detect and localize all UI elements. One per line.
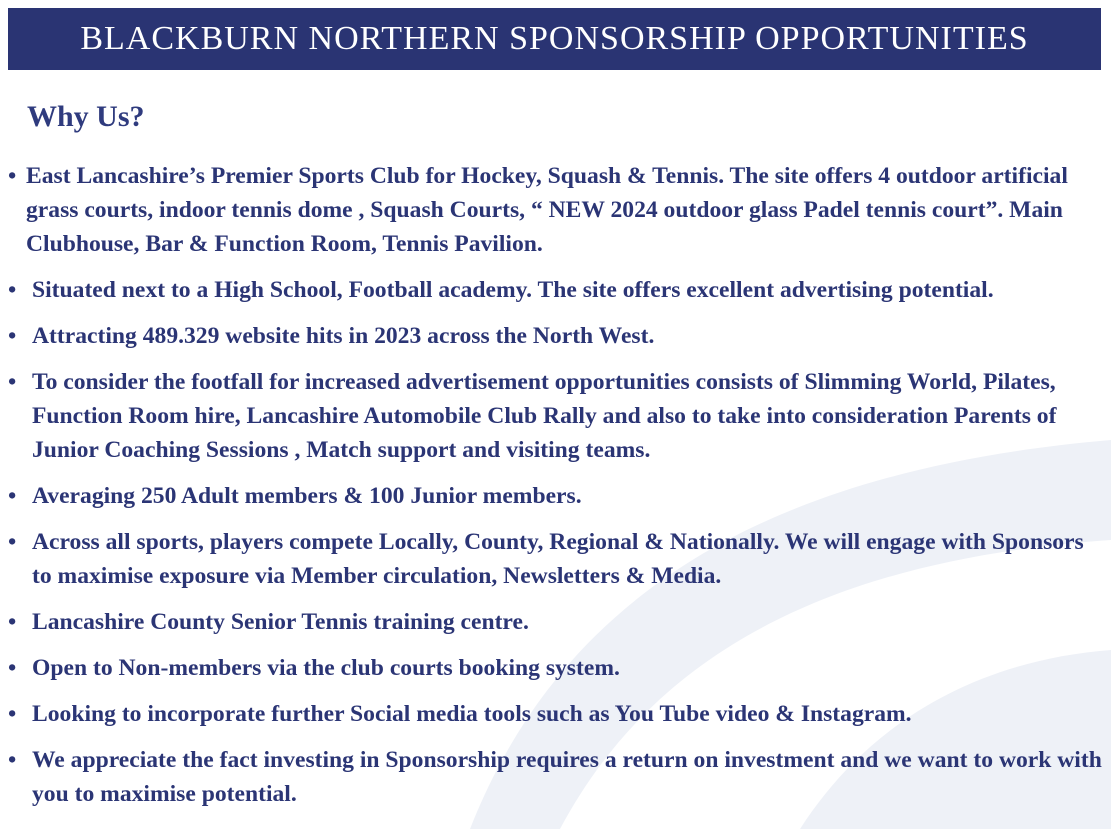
list-item-text: We appreciate the fact investing in Sponsorship requires a return on investment and we want to work with you to maximise potential. [32, 747, 1102, 807]
page-title: BLACKBURN NORTHERN SPONSORSHIP OPPORTUNITIES [80, 20, 1029, 57]
bullet-icon: • [8, 747, 17, 773]
bullet-icon: • [8, 529, 17, 555]
list-item-text: East Lancashire’s Premier Sports Club for Hockey, Squash & Tennis. The site offers 4 outdoor artificial grass courts, indoor tennis dome , Squash Courts, “ NEW 2024 outdoor glass Padel tennis court”. Main Clubhouse, Bar & Function Room, Tennis Pavilion. [26, 163, 1068, 257]
list-item [8, 365, 1104, 467]
list-item-text: Averaging 250 Adult members & 100 Junior members. [32, 483, 582, 509]
list-item-text: Across all sports, players compete Locally, County, Regional & Nationally. We will engage with Sponsors to maximise exposure via Member circulation, Newsletters & Media. [32, 529, 1084, 589]
bullet-icon: • [8, 163, 17, 189]
bullet-icon: • [8, 323, 17, 349]
bullet-icon: • [8, 483, 17, 509]
bullet-icon: • [8, 277, 17, 303]
list-item-text: Looking to incorporate further Social media tools such as You Tube video & Instagram. [32, 701, 912, 727]
bullet-icon: • [8, 701, 17, 727]
bullet-icon: • [8, 609, 17, 635]
list-item [8, 525, 1104, 593]
list-item [8, 605, 1104, 639]
list-item-text: Attracting 489.329 website hits in 2023 across the North West. [32, 323, 655, 349]
list-item [8, 697, 1104, 731]
list-item [8, 273, 1104, 307]
list-item-text: To consider the footfall for increased advertisement opportunities consists of Slimming World, Pilates, Function Room hire, Lancashire Automobile Club Rally and also to take into consideration Parents of Junior Coaching Sessions , Match support and visiting teams. [32, 369, 1057, 463]
list-item [8, 743, 1104, 811]
bullet-icon: • [8, 369, 17, 395]
benefits-list [8, 159, 1104, 823]
list-item [8, 479, 1104, 513]
title-banner [8, 8, 1101, 70]
list-item [8, 159, 1104, 261]
list-item-text: Situated next to a High School, Football academy. The site offers excellent advertising potential. [32, 277, 994, 303]
list-item [8, 651, 1104, 685]
list-item-text: Open to Non-members via the club courts booking system. [32, 655, 620, 681]
section-heading: Why Us? [27, 100, 145, 133]
list-item-text: Lancashire County Senior Tennis training centre. [32, 609, 529, 635]
list-item [8, 319, 1104, 353]
bullet-icon: • [8, 655, 17, 681]
